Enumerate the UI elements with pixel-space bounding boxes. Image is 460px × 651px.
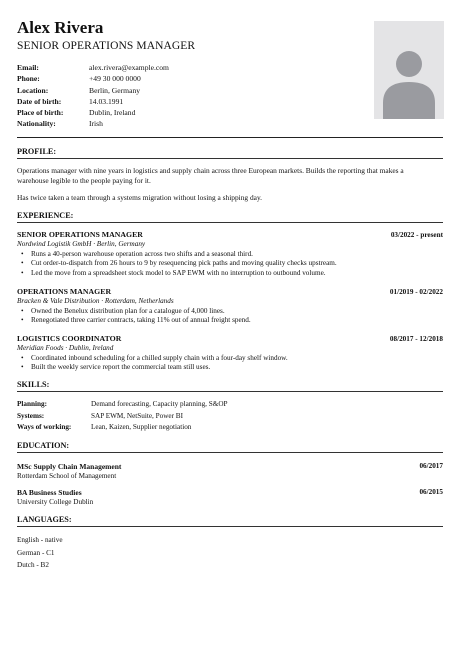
job-entry <box>17 287 443 326</box>
detail-row-birthplace <box>17 107 169 118</box>
skills-heading: SKILLS: <box>17 380 50 389</box>
detail-value: Berlin, Germany <box>89 85 141 95</box>
job-dates: 03/2022 - present <box>390 231 443 239</box>
candidate-title: SENIOR OPERATIONS MANAGER <box>17 40 196 52</box>
skills-divider <box>17 391 443 392</box>
detail-label: Date of birth: <box>17 96 62 106</box>
job-bullet: • Cut order-to-dispatch from 26 hours to 9 by resequencing pick paths and moving quality checks upstream. <box>29 259 443 269</box>
detail-row-nationality <box>17 118 169 129</box>
language-item: German - C1 <box>17 548 55 557</box>
job-dates: 01/2019 - 02/2022 <box>389 288 443 296</box>
detail-row-location <box>17 85 169 96</box>
job-bullet: • Led the move from a spreadsheet stock model to SAP EWM with no interruption to outbound volume. <box>29 269 443 279</box>
job-bullets <box>17 250 443 279</box>
job-company: Nordwind Logistik GmbH · Berlin, Germany <box>17 240 146 248</box>
skill-label: Ways of working: <box>17 423 72 432</box>
job-title: SENIOR OPERATIONS MANAGER <box>17 230 143 239</box>
skill-value: Lean, Kaizen, Supplier negotiation <box>91 423 192 432</box>
education-entry <box>17 462 443 481</box>
skills-list <box>17 399 228 434</box>
languages-heading: LANGUAGES: <box>17 515 72 524</box>
profile-photo <box>374 21 444 119</box>
skill-value: SAP EWM, NetSuite, Power BI <box>91 411 183 420</box>
languages-divider <box>17 526 443 527</box>
skill-row <box>17 422 228 434</box>
job-company: Meridian Foods · Dublin, Ireland <box>17 344 114 352</box>
education-date: 06/2017 <box>419 462 443 470</box>
job-bullet: • Coordinated inbound scheduling for a chilled supply chain with a four-day shelf window. <box>29 354 443 364</box>
detail-label: Nationality: <box>17 119 56 129</box>
profile-heading: PROFILE: <box>17 147 57 156</box>
education-school: University College Dublin <box>17 497 94 506</box>
skill-row <box>17 399 228 411</box>
experience-divider <box>17 222 443 223</box>
skill-value: Demand forecasting, Capacity planning, S&OP <box>91 400 228 408</box>
language-item: Dutch - B2 <box>17 561 49 569</box>
skill-row <box>17 411 228 423</box>
detail-label: Place of birth: <box>17 108 64 118</box>
education-entry <box>17 488 443 507</box>
job-bullets <box>17 307 443 327</box>
skill-label: Systems: <box>17 411 45 420</box>
education-heading: EDUCATION: <box>17 441 70 450</box>
job-title: OPERATIONS MANAGER <box>17 287 112 296</box>
profile-divider <box>17 158 443 159</box>
job-title: LOGISTICS COORDINATOR <box>17 334 122 343</box>
detail-value: Irish <box>89 119 103 129</box>
education-degree: MSc Supply Chain Management <box>17 462 122 471</box>
detail-label: Location: <box>17 85 49 95</box>
job-bullet: • Built the weekly service report the commercial team still uses. <box>29 363 443 373</box>
personal-details <box>17 62 169 130</box>
detail-value: +49 30 000 0000 <box>89 74 141 84</box>
education-school: Rotterdam School of Management <box>17 471 117 480</box>
education-date: 06/2015 <box>419 488 443 496</box>
detail-value: 14.03.1991 <box>89 96 124 106</box>
job-dates: 08/2017 - 12/2018 <box>389 335 443 343</box>
detail-row-birthdate <box>17 96 169 107</box>
job-bullet: • Runs a 40-person warehouse operation across two shifts and a seasonal third. <box>29 250 443 260</box>
languages-list <box>17 534 63 572</box>
detail-row-email <box>17 62 169 73</box>
job-bullet: • Owned the Benelux distribution plan for a catalogue of 4,000 lines. <box>29 307 443 317</box>
experience-heading: EXPERIENCE: <box>17 211 74 220</box>
candidate-name: Alex Rivera <box>17 18 104 37</box>
person-silhouette-icon <box>374 21 444 119</box>
detail-label: Email: <box>17 63 39 72</box>
education-degree: BA Business Studies <box>17 488 82 497</box>
detail-value: alex.rivera@example.com <box>89 63 169 72</box>
skill-label: Planning: <box>17 400 47 408</box>
job-bullet: • Renegotiated three carrier contracts, taking 11% out of annual freight spend. <box>29 316 443 326</box>
job-company: Bracken & Vale Distribution · Rotterdam, Netherlands <box>17 297 174 305</box>
job-bullets <box>17 354 443 374</box>
detail-row-phone <box>17 73 169 84</box>
detail-label: Phone: <box>17 74 40 84</box>
detail-value: Dublin, Ireland <box>89 108 136 118</box>
profile-paragraph: Has twice taken a team through a systems migration without losing a shipping day. <box>17 193 263 202</box>
language-item: English - native <box>17 536 63 544</box>
education-divider <box>17 452 443 453</box>
job-entry <box>17 230 443 279</box>
job-entry <box>17 334 443 373</box>
profile-paragraph: Operations manager with nine years in logistics and supply chain across three European markets. Builds the reporting that makes a warehouse legible to the people paying for it. <box>17 166 404 186</box>
header-divider <box>17 137 443 138</box>
